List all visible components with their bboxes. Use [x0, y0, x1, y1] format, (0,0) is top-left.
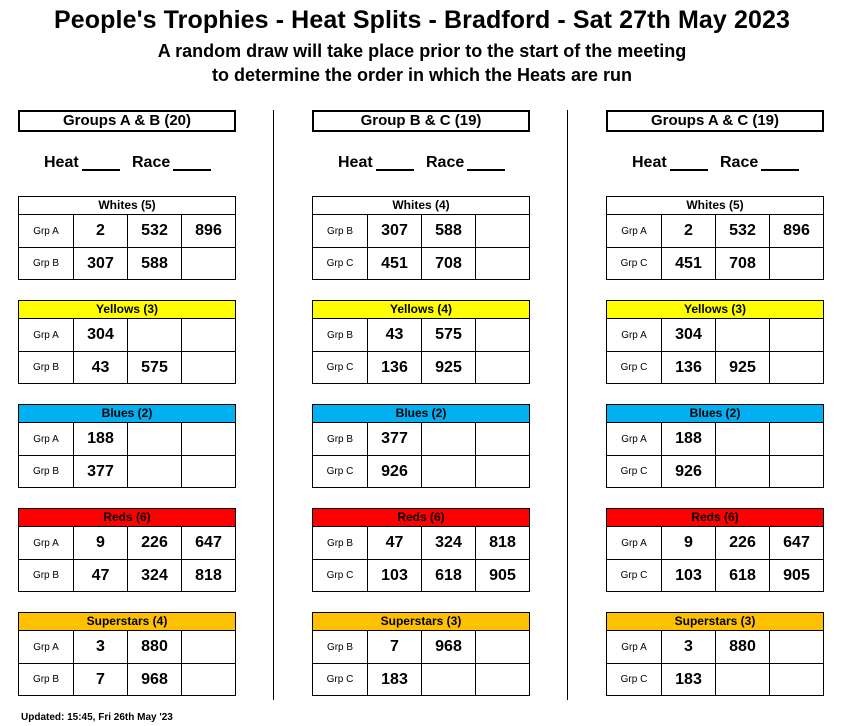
- trap-number-cell: [475, 352, 529, 383]
- trap-number-cell: 451: [661, 248, 715, 279]
- table-row: [19, 423, 235, 455]
- trap-number-cell: [181, 248, 235, 279]
- trap-number-cell: 451: [367, 248, 421, 279]
- grade-band: Reds (6): [19, 509, 235, 527]
- table-row: [607, 559, 823, 591]
- trap-number-cell: 575: [421, 319, 475, 351]
- trap-number-cell: 9: [661, 527, 715, 559]
- group-label: Grp B: [326, 433, 354, 445]
- trap-number-cell: 3: [73, 631, 127, 663]
- grade-block: [312, 612, 530, 696]
- trap-number-cell: [421, 664, 475, 695]
- table-row: [313, 423, 529, 455]
- group-label: Grp A: [33, 641, 59, 653]
- table-row: [19, 247, 235, 279]
- grade-block: [18, 508, 236, 592]
- trap-number-cell: 647: [769, 527, 823, 559]
- group-label: Grp B: [32, 674, 60, 685]
- group-header: Groups A & B (20): [18, 110, 236, 132]
- column-divider: [567, 110, 568, 700]
- trap-number-cell: [181, 664, 235, 695]
- table-row: [313, 319, 529, 351]
- trap-number-cell: 926: [661, 456, 715, 487]
- trap-number-cell: [769, 664, 823, 695]
- trap-number-cell: 2: [661, 215, 715, 247]
- heat-race-line: [18, 110, 236, 171]
- trap-number-cell: 926: [367, 456, 421, 487]
- group-label: Grp A: [33, 225, 59, 237]
- trap-number-cell: [475, 319, 529, 351]
- grade-band: Reds (6): [607, 509, 823, 527]
- table-row: [313, 247, 529, 279]
- race-label: Race: [426, 154, 465, 171]
- trap-number-cell: [475, 248, 529, 279]
- trap-number-cell: [769, 456, 823, 487]
- trap-number-cell: [475, 456, 529, 487]
- group-label: Grp A: [33, 537, 59, 549]
- table-row: [607, 319, 823, 351]
- trap-number-cell: [715, 664, 769, 695]
- trap-number-cell: [181, 352, 235, 383]
- group-column: [312, 110, 530, 688]
- trap-number-cell: 377: [367, 423, 421, 455]
- table-row: [313, 559, 529, 591]
- trap-number-cell: 925: [421, 352, 475, 383]
- group-label: Grp B: [326, 329, 354, 341]
- table-row: [607, 631, 823, 663]
- grade-band: Yellows (3): [607, 301, 823, 319]
- trap-number-cell: 226: [127, 527, 181, 559]
- trap-number-cell: [181, 423, 235, 455]
- trap-number-cell: 818: [475, 527, 529, 559]
- trap-number-cell: 905: [475, 560, 529, 591]
- trap-number-cell: 226: [715, 527, 769, 559]
- table-row: [607, 455, 823, 487]
- trap-number-cell: 532: [715, 215, 769, 247]
- subtitle-line-1: A random draw will take place prior to the start of the meeting: [157, 41, 687, 61]
- heat-blank: [670, 169, 708, 171]
- group-label: Grp A: [621, 225, 647, 237]
- page-title: People's Trophies - Heat Splits - Bradford - Sat 27th May 2023: [54, 6, 790, 34]
- trap-number-cell: [769, 423, 823, 455]
- group-label: Grp C: [326, 362, 354, 373]
- trap-number-cell: 588: [127, 248, 181, 279]
- grade-band: Blues (2): [313, 405, 529, 423]
- group-label: Grp C: [620, 674, 648, 685]
- group-label: Grp A: [33, 329, 59, 341]
- trap-number-cell: 307: [73, 248, 127, 279]
- heat-label: Heat: [338, 154, 373, 171]
- table-row: [607, 351, 823, 383]
- trap-number-cell: 304: [661, 319, 715, 351]
- trap-number-cell: 532: [127, 215, 181, 247]
- table-row: [19, 527, 235, 559]
- table-row: [19, 559, 235, 591]
- group-label: Grp C: [326, 674, 354, 685]
- group-label: Grp A: [621, 641, 647, 653]
- grade-band: Yellows (3): [19, 301, 235, 319]
- table-row: [607, 215, 823, 247]
- trap-number-cell: 905: [769, 560, 823, 591]
- table-row: [19, 663, 235, 695]
- trap-number-cell: 880: [715, 631, 769, 663]
- table-row: [607, 663, 823, 695]
- trap-number-cell: 188: [73, 423, 127, 455]
- group-label: Grp B: [326, 537, 354, 549]
- grade-block: [18, 300, 236, 384]
- grade-band: Blues (2): [607, 405, 823, 423]
- column-divider: [273, 110, 274, 700]
- trap-number-cell: 324: [127, 560, 181, 591]
- table-row: [607, 247, 823, 279]
- heat-blank: [376, 169, 414, 171]
- trap-number-cell: 103: [661, 560, 715, 591]
- grade-block: [312, 300, 530, 384]
- table-row: [19, 319, 235, 351]
- grade-band: Superstars (3): [313, 613, 529, 631]
- trap-number-cell: 575: [127, 352, 181, 383]
- table-row: [19, 455, 235, 487]
- trap-number-cell: 818: [181, 560, 235, 591]
- group-label: Grp C: [326, 570, 354, 581]
- trap-number-cell: [475, 215, 529, 247]
- grade-block: [606, 404, 824, 488]
- trap-number-cell: 880: [127, 631, 181, 663]
- grade-block: [18, 196, 236, 280]
- race-blank: [173, 169, 211, 171]
- grade-band: Whites (5): [607, 197, 823, 215]
- group-column: [18, 110, 236, 688]
- trap-number-cell: [181, 319, 235, 351]
- subtitle-line-2: to determine the order in which the Heats are run: [211, 65, 633, 85]
- trap-number-cell: 896: [181, 215, 235, 247]
- trap-number-cell: [715, 456, 769, 487]
- trap-number-cell: [421, 423, 475, 455]
- group-label: Grp B: [32, 258, 60, 269]
- trap-number-cell: [127, 319, 181, 351]
- trap-number-cell: 47: [367, 527, 421, 559]
- trap-number-cell: [769, 319, 823, 351]
- grade-band: Yellows (4): [313, 301, 529, 319]
- grade-band: Reds (6): [313, 509, 529, 527]
- table-row: [19, 215, 235, 247]
- trap-number-cell: 7: [73, 664, 127, 695]
- table-row: [607, 527, 823, 559]
- group-label: Grp C: [620, 570, 648, 581]
- trap-number-cell: 2: [73, 215, 127, 247]
- heat-blank: [82, 169, 120, 171]
- grade-band: Whites (5): [19, 197, 235, 215]
- trap-number-cell: 304: [73, 319, 127, 351]
- trap-number-cell: 618: [421, 560, 475, 591]
- trap-number-cell: 588: [421, 215, 475, 247]
- trap-number-cell: [715, 423, 769, 455]
- race-label: Race: [720, 154, 759, 171]
- group-label: Grp C: [620, 258, 648, 269]
- trap-number-cell: [181, 456, 235, 487]
- trap-number-cell: 708: [715, 248, 769, 279]
- grade-block: [606, 508, 824, 592]
- trap-number-cell: 7: [367, 631, 421, 663]
- trap-number-cell: 307: [367, 215, 421, 247]
- trap-number-cell: [475, 631, 529, 663]
- trap-number-cell: [769, 248, 823, 279]
- grade-band: Blues (2): [19, 405, 235, 423]
- table-row: [313, 351, 529, 383]
- trap-number-cell: 324: [421, 527, 475, 559]
- heat-race-line: [606, 110, 824, 171]
- trap-number-cell: 103: [367, 560, 421, 591]
- trap-number-cell: 3: [661, 631, 715, 663]
- group-label: Grp A: [621, 537, 647, 549]
- trap-number-cell: 9: [73, 527, 127, 559]
- trap-number-cell: 647: [181, 527, 235, 559]
- group-header: Groups A & C (19): [606, 110, 824, 132]
- heat-race-line: [312, 110, 530, 171]
- trap-number-cell: 183: [367, 664, 421, 695]
- grade-band: Superstars (3): [607, 613, 823, 631]
- heat-label: Heat: [44, 154, 79, 171]
- group-label: Grp A: [621, 329, 647, 341]
- trap-number-cell: 968: [127, 664, 181, 695]
- grade-block: [18, 404, 236, 488]
- trap-number-cell: [127, 423, 181, 455]
- trap-number-cell: 136: [367, 352, 421, 383]
- trap-number-cell: 43: [73, 352, 127, 383]
- grade-block: [606, 612, 824, 696]
- trap-number-cell: 188: [661, 423, 715, 455]
- table-row: [607, 423, 823, 455]
- group-column: [606, 110, 824, 688]
- grade-band: Whites (4): [313, 197, 529, 215]
- trap-number-cell: [769, 352, 823, 383]
- group-label: Grp B: [326, 225, 354, 237]
- group-label: Grp B: [326, 641, 354, 653]
- grade-block: [606, 196, 824, 280]
- trap-number-cell: 968: [421, 631, 475, 663]
- trap-number-cell: 183: [661, 664, 715, 695]
- trap-number-cell: 136: [661, 352, 715, 383]
- trap-number-cell: 43: [367, 319, 421, 351]
- updated-timestamp: Updated: 15:45, Fri 26th May '23: [21, 712, 173, 723]
- table-row: [313, 663, 529, 695]
- group-label: Grp B: [32, 466, 60, 477]
- group-label: Grp C: [326, 258, 354, 269]
- grade-block: [312, 196, 530, 280]
- table-row: [19, 631, 235, 663]
- grade-block: [18, 612, 236, 696]
- trap-number-cell: [421, 456, 475, 487]
- trap-number-cell: 708: [421, 248, 475, 279]
- table-row: [313, 215, 529, 247]
- trap-number-cell: [127, 456, 181, 487]
- trap-number-cell: 925: [715, 352, 769, 383]
- group-label: Grp A: [621, 433, 647, 445]
- group-label: Grp C: [326, 466, 354, 477]
- trap-number-cell: 377: [73, 456, 127, 487]
- race-blank: [467, 169, 505, 171]
- trap-number-cell: 47: [73, 560, 127, 591]
- group-label: Grp B: [32, 570, 60, 581]
- table-row: [313, 455, 529, 487]
- grade-block: [606, 300, 824, 384]
- trap-number-cell: [475, 664, 529, 695]
- group-label: Grp C: [620, 466, 648, 477]
- group-label: Grp A: [33, 433, 59, 445]
- trap-number-cell: [769, 631, 823, 663]
- group-label: Grp B: [32, 362, 60, 373]
- race-blank: [761, 169, 799, 171]
- grade-block: [312, 404, 530, 488]
- trap-number-cell: [715, 319, 769, 351]
- trap-number-cell: [475, 423, 529, 455]
- table-row: [19, 351, 235, 383]
- grade-band: Superstars (4): [19, 613, 235, 631]
- trap-number-cell: 896: [769, 215, 823, 247]
- heat-label: Heat: [632, 154, 667, 171]
- trap-number-cell: 618: [715, 560, 769, 591]
- group-label: Grp C: [620, 362, 648, 373]
- table-row: [313, 631, 529, 663]
- trap-number-cell: [181, 631, 235, 663]
- grade-block: [312, 508, 530, 592]
- group-header: Group B & C (19): [312, 110, 530, 132]
- table-row: [313, 527, 529, 559]
- race-label: Race: [132, 154, 171, 171]
